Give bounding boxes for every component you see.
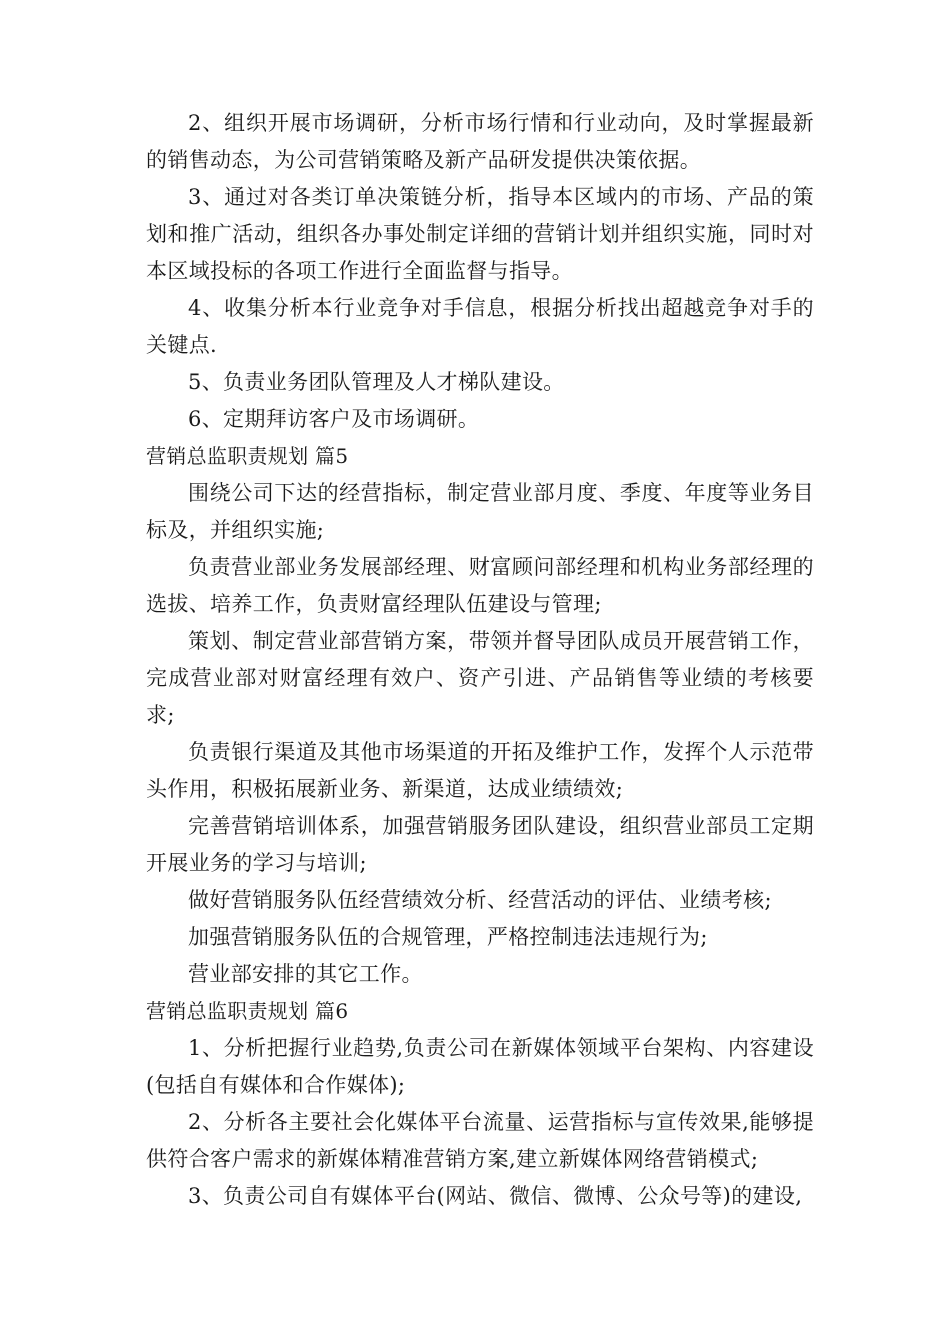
paragraph-item-2: 2、组织开展市场调研，分析市场行情和行业动向，及时掌握最新的销售动态，为公司营销策略及新产品研发提供决策依据。 [146,111,814,172]
paragraph-duty-2: 负责营业部业务发展部经理、财富顾问部经理和机构业务部经理的选拔、培养工作，负责财富经理队伍建设与管理; [146,555,814,616]
paragraph-duty-4: 负责银行渠道及其他市场渠道的开拓及维护工作，发挥个人示范带头作用，积极拓展新业务、新渠道，达成业绩绩效; [146,740,814,801]
paragraph-media-1: 1、分析把握行业趋势,负责公司在新媒体领域平台架构、内容建设(包括自有媒体和合作媒体); [146,1036,814,1097]
paragraph-duty-6: 做好营销服务队伍经营绩效分析、经营活动的评估、业绩考核; [188,888,772,912]
paragraph-item-6: 6、定期拜访客户及市场调研。 [188,407,480,431]
paragraph-duty-5: 完善营销培训体系，加强营销服务团队建设，组织营业部员工定期开展业务的学习与培训; [146,814,814,875]
document-body [146,105,814,1215]
paragraph-media-3: 3、负责公司自有媒体平台(网站、微信、微博、公众号等)的建设, [188,1184,803,1208]
paragraph-item-5: 5、负责业务团队管理及人才梯队建设。 [188,370,565,394]
paragraph-duty-8: 营业部安排的其它工作。 [188,962,423,986]
section-heading-6: 营销总监职责规划 篇6 [146,999,349,1023]
paragraph-duty-3: 策划、制定营业部营销方案，带领并督导团队成员开展营销工作，完成营业部对财富经理有效户、资产引进、产品销售等业绩的考核要求; [146,629,814,727]
section-heading-5: 营销总监职责规划 篇5 [146,444,349,468]
paragraph-item-3: 3、通过对各类订单决策链分析，指导本区域内的市场、产品的策划和推广活动，组织各办事处制定详细的营销计划并组织实施，同时对本区域投标的各项工作进行全面监督与指导。 [146,185,814,283]
paragraph-duty-7: 加强营销服务队伍的合规管理，严格控制违法违规行为; [188,925,708,949]
paragraph-item-4: 4、收集分析本行业竞争对手信息，根据分析找出超越竞争对手的关键点. [146,296,814,357]
paragraph-duty-1: 围绕公司下达的经营指标，制定营业部月度、季度、年度等业务目标及，并组织实施; [146,481,814,542]
paragraph-media-2: 2、分析各主要社会化媒体平台流量、运营指标与宣传效果,能够提供符合客户需求的新媒体精准营销方案,建立新媒体网络营销模式; [146,1110,814,1171]
